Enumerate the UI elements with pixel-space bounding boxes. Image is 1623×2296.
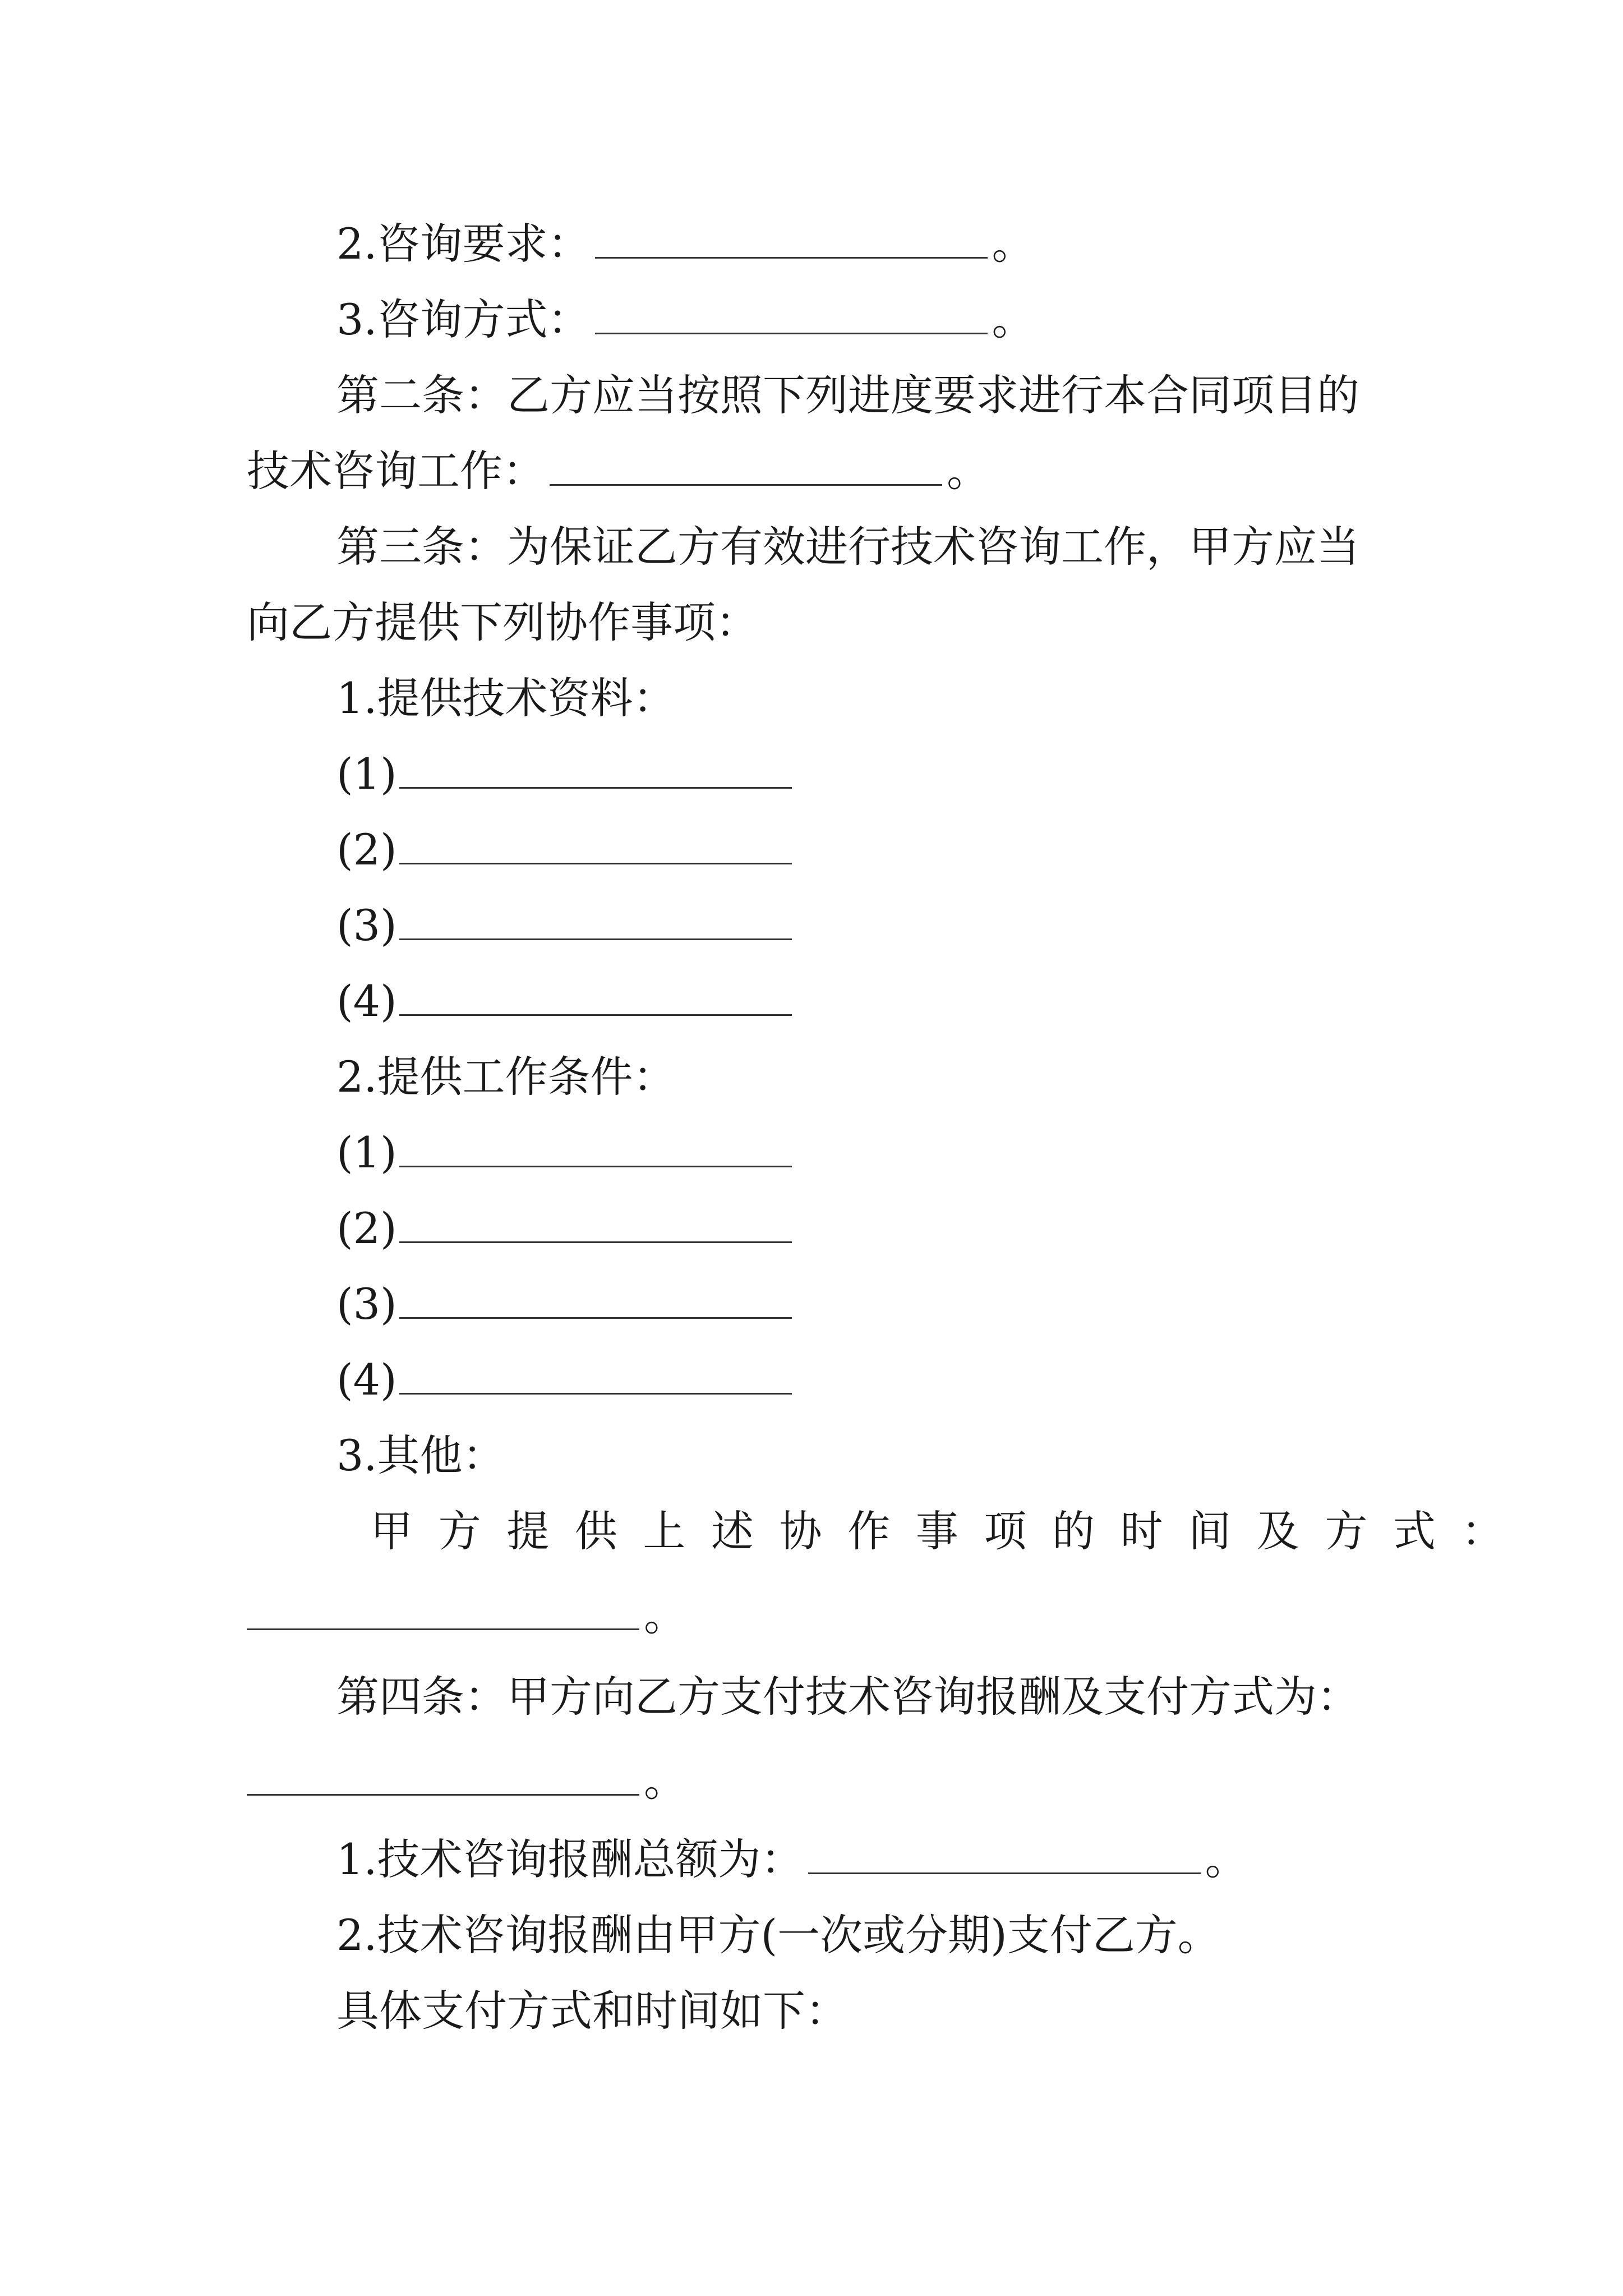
article-2-blank[interactable] bbox=[550, 445, 942, 486]
work-condition-item bbox=[336, 1276, 1481, 1332]
time-method-line bbox=[370, 1503, 1530, 1559]
tech-material-item bbox=[336, 746, 1481, 802]
work-condition-item bbox=[336, 1125, 1481, 1181]
tech-material-item bbox=[336, 973, 1481, 1029]
other-title: 3.其他： bbox=[336, 1430, 505, 1480]
tech-material-item-label: (4) bbox=[336, 976, 397, 1026]
other-title-line bbox=[336, 1428, 1481, 1484]
article-4-line bbox=[336, 1669, 1481, 1725]
article-3-text-a: 第三条：为保证乙方有效进行技术咨询工作，甲方应当 bbox=[336, 522, 1359, 572]
tech-material-item-label: (3) bbox=[336, 900, 397, 950]
article-3-text-b: 向乙方提供下列协作事项： bbox=[247, 597, 758, 647]
work-condition-item bbox=[336, 1352, 1481, 1408]
fee-total-end: 。 bbox=[1205, 1834, 1248, 1884]
article-4-text: 第四条：甲方向乙方支付技术咨询报酬及支付方式为： bbox=[336, 1672, 1359, 1722]
consult-method-blank[interactable] bbox=[595, 293, 988, 334]
work-condition-item-blank[interactable] bbox=[399, 1202, 792, 1243]
work-condition-item-label: (4) bbox=[336, 1355, 397, 1405]
time-method-end: 。 bbox=[644, 1590, 686, 1640]
fee-pay-text: 2.技术咨询报酬由甲方(一次或分期)支付乙方。 bbox=[336, 1910, 1220, 1960]
work-condition-item-label: (1) bbox=[336, 1128, 397, 1177]
tech-material-item-label: (1) bbox=[336, 749, 397, 799]
article-4-blank[interactable] bbox=[247, 1755, 639, 1796]
fee-detail-line bbox=[336, 1983, 1481, 2039]
tech-material-item-label: (2) bbox=[336, 825, 397, 875]
work-condition-item bbox=[336, 1200, 1481, 1257]
tech-material-item-blank[interactable] bbox=[399, 748, 792, 789]
fee-detail-text: 具体支付方式和时间如下： bbox=[336, 1986, 848, 2036]
consult-requirement-label: 2.咨询要求： bbox=[336, 219, 591, 269]
tech-material-title: 1.提供技术资料： bbox=[336, 673, 676, 723]
work-condition-title: 2.提供工作条件： bbox=[336, 1052, 676, 1102]
work-condition-item-label: (2) bbox=[336, 1203, 397, 1253]
article-2-text-b: 技术咨询工作： bbox=[247, 446, 545, 496]
tech-material-item-blank[interactable] bbox=[399, 899, 792, 940]
tech-material-item-blank[interactable] bbox=[399, 823, 792, 864]
fee-total-text: 1.技术咨询报酬总额为： bbox=[336, 1834, 804, 1884]
tech-material-item-blank[interactable] bbox=[399, 975, 792, 1016]
time-method-blank-line bbox=[247, 1588, 1391, 1644]
work-condition-title-line bbox=[336, 1049, 1481, 1105]
work-condition-item-label: (3) bbox=[336, 1279, 397, 1329]
fee-pay-line bbox=[336, 1907, 1481, 1963]
work-condition-item-blank[interactable] bbox=[399, 1126, 792, 1167]
article-4-blank-line bbox=[247, 1753, 1391, 1809]
fee-total-blank[interactable] bbox=[808, 1833, 1201, 1874]
consult-requirement-line bbox=[336, 216, 1481, 272]
consult-method-line bbox=[336, 292, 1481, 348]
consult-requirement-end: 。 bbox=[992, 219, 1035, 269]
article-4-end: 。 bbox=[644, 1756, 686, 1806]
consult-requirement-blank[interactable] bbox=[595, 218, 988, 259]
article-2-text-a: 第二条：乙方应当按照下列进度要求进行本合同项目的 bbox=[336, 370, 1359, 420]
article-2-end: 。 bbox=[947, 446, 989, 496]
consult-method-label: 3.咨询方式： bbox=[336, 295, 591, 344]
article-3-line-a bbox=[336, 519, 1481, 575]
tech-material-item bbox=[336, 822, 1481, 878]
article-3-line-b bbox=[247, 595, 1391, 651]
article-2-line-a bbox=[336, 367, 1481, 424]
tech-material-title-line bbox=[336, 670, 1481, 726]
consult-method-end: 。 bbox=[992, 295, 1035, 344]
tech-material-item bbox=[336, 898, 1481, 954]
time-method-blank[interactable] bbox=[247, 1589, 639, 1630]
work-condition-item-blank[interactable] bbox=[399, 1278, 792, 1319]
article-2-line-b bbox=[247, 443, 1391, 499]
work-condition-item-blank[interactable] bbox=[399, 1354, 792, 1395]
time-method-text: 甲方提供上述协作事项的时间及方式： bbox=[370, 1506, 1530, 1556]
fee-total-line bbox=[336, 1832, 1481, 1888]
